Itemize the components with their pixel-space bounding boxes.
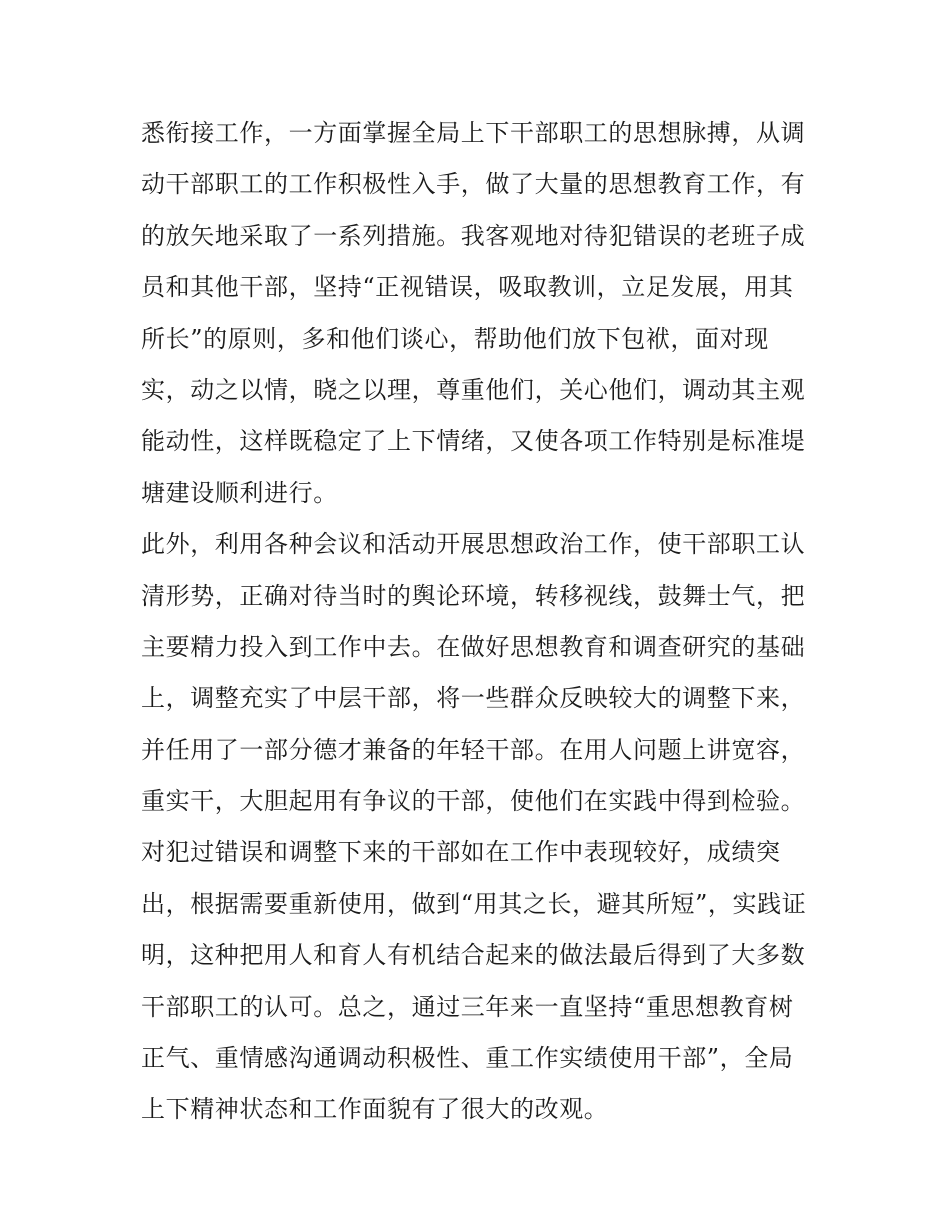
text-line: 并任用了一部分德才兼备的年轻干部。在用人问题上讲宽容， — [141, 735, 806, 764]
text-line: 干部职工的认可。总之，通过三年来一直坚持“重思想教育树 — [141, 992, 794, 1021]
text-line: 员和其他干部，坚持“正视错误，吸取教训，立足发展，用其 — [141, 273, 794, 302]
text-line: 所长”的原则，多和他们谈心，帮助他们放下包袱，面对现 — [141, 324, 769, 353]
text-line: 上，调整充实了中层干部，将一些群众反映较大的调整下来， — [141, 684, 806, 713]
text-line: 重实干，大胆起用有争议的干部，使他们在实践中得到检验。 — [141, 787, 806, 816]
text-line: 明，这种把用人和育人有机结合起来的做法最后得到了大多数 — [141, 941, 806, 970]
text-line: 悉衔接工作，一方面掌握全局上下干部职工的思想脉搏，从调 — [141, 119, 806, 147]
text-line: 出，根据需要重新使用，做到“用其之长，避其所短”，实践证 — [141, 889, 807, 918]
text-line: 塘建设顺利进行。 — [141, 478, 338, 507]
text-line: 的放矢地采取了一系列措施。我客观地对待犯错误的老班子成 — [141, 221, 806, 250]
body-text — [141, 108, 821, 1136]
text-line: 上下精神状态和工作面貌有了很大的改观。 — [141, 1095, 609, 1124]
text-line: 主要精力投入到工作中去。在做好思想教育和调查研究的基础 — [141, 632, 806, 661]
text-line: 能动性，这样既稳定了上下情绪，又使各项工作特别是标准堤 — [141, 427, 806, 456]
text-line: 此外，利用各种会议和活动开展思想政治工作，使干部职工认 — [141, 530, 806, 559]
text-line: 实，动之以情，晓之以理，尊重他们，关心他们，调动其主观 — [141, 375, 806, 404]
text-line: 清形势，正确对待当时的舆论环境，转移视线，鼓舞士气，把 — [141, 581, 806, 610]
text-line: 正气、重情感沟通调动积极性、重工作实绩使用干部”，全局 — [141, 1044, 794, 1073]
text-line: 对犯过错误和调整下来的干部如在工作中表现较好，成绩突 — [141, 838, 781, 867]
text-line: 动干部职工的工作积极性入手，做了大量的思想教育工作，有 — [141, 170, 806, 199]
